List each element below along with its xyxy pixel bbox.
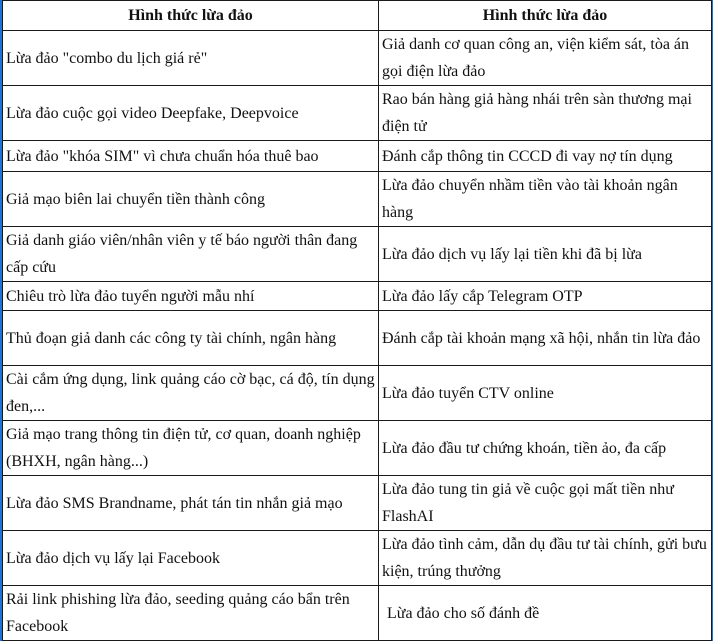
table-row <box>3 31 712 86</box>
table-cell: Rao bán hàng giả hàng nhái trên sàn thương mại điện tử <box>379 86 712 141</box>
table-cell: Lừa đảo dịch vụ lấy lại tiền khi đã bị lừa <box>379 227 712 282</box>
table-row <box>3 366 712 421</box>
table-cell: Giả mạo trang thông tin điện tử, cơ quan, doanh nghiệp (BHXH, ngân hàng...) <box>3 421 379 476</box>
column-header-left: Hình thức lừa đảo <box>3 1 379 31</box>
table-cell: Đánh cắp tài khoản mạng xã hội, nhắn tin lừa đảo <box>379 311 712 366</box>
table-cell: Thủ đoạn giả danh các công ty tài chính, ngân hàng <box>3 311 379 366</box>
table-cell: Lừa đảo "combo du lịch giá rẻ" <box>3 31 379 86</box>
table-cell: Cài cắm ứng dụng, link quảng cáo cờ bạc, cá độ, tín dụng đen,... <box>3 366 379 421</box>
table-cell: Giả danh giáo viên/nhân viên y tế báo người thân đang cấp cứu <box>3 227 379 282</box>
table-row <box>3 311 712 366</box>
table-cell: Lừa đảo chuyển nhầm tiền vào tài khoản ngân hàng <box>379 172 712 227</box>
table-row <box>3 282 712 311</box>
table-row <box>3 586 712 641</box>
table-row <box>3 531 712 586</box>
table-row <box>3 172 712 227</box>
table-cell: Lừa đảo tình cảm, dẫn dụ đầu tư tài chính, gửi bưu kiện, trúng thưởng <box>379 531 712 586</box>
table-cell: Lừa đảo cho số đánh đề <box>379 586 712 641</box>
table-cell: Đánh cắp thông tin CCCD đi vay nợ tín dụng <box>379 141 712 172</box>
table-row <box>3 476 712 531</box>
scam-types-table <box>2 0 712 641</box>
table-cell: Giả mạo biên lai chuyển tiền thành công <box>3 172 379 227</box>
column-header-right: Hình thức lừa đảo <box>379 1 712 31</box>
table-cell: Lừa đảo tung tin giả về cuộc gọi mất tiền như FlashAI <box>379 476 712 531</box>
table-cell: Lừa đảo "khóa SIM" vì chưa chuẩn hóa thuê bao <box>3 141 379 172</box>
table-cell: Lừa đảo dịch vụ lấy lại Facebook <box>3 531 379 586</box>
table-cell: Lừa đảo cuộc gọi video Deepfake, Deepvoice <box>3 86 379 141</box>
header-row <box>3 1 712 31</box>
table-cell: Lừa đảo đầu tư chứng khoán, tiền ảo, đa cấp <box>379 421 712 476</box>
table-cell: Chiêu trò lừa đảo tuyển người mẫu nhí <box>3 282 379 311</box>
table-cell: Lừa đảo lấy cắp Telegram OTP <box>379 282 712 311</box>
table-cell: Lừa đảo SMS Brandname, phát tán tin nhắn giả mạo <box>3 476 379 531</box>
table-row <box>3 86 712 141</box>
table-cell: Rải link phishing lừa đảo, seeding quảng cáo bẩn trên Facebook <box>3 586 379 641</box>
table-row <box>3 227 712 282</box>
table-cell: Lừa đảo tuyển CTV online <box>379 366 712 421</box>
table-cell: Giả danh cơ quan công an, viện kiểm sát, tòa án gọi điện lừa đảo <box>379 31 712 86</box>
table-row <box>3 141 712 172</box>
table-row <box>3 421 712 476</box>
